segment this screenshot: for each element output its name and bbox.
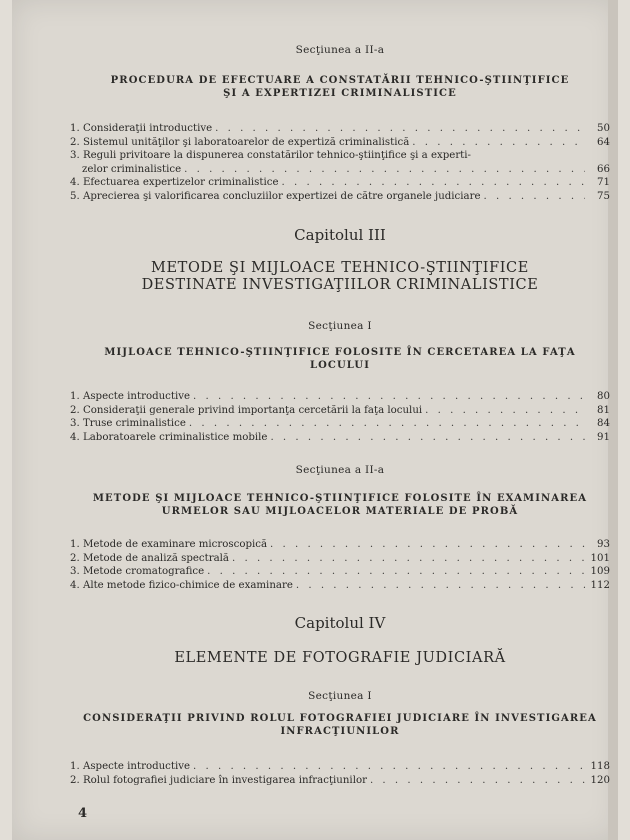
dot-leader (215, 122, 585, 136)
chapter-title (70, 260, 610, 294)
dot-leader (189, 417, 585, 431)
dot-leader (207, 565, 585, 579)
toc-entry-page: 84 (597, 418, 610, 430)
toc-entry-page: 91 (597, 431, 610, 443)
section-title-line: LOCULUI (309, 360, 370, 371)
toc-entry-title: 1. Consideraţii introductive (70, 123, 213, 134)
toc-entry[interactable] (70, 122, 610, 136)
toc-entry-page: 118 (590, 761, 610, 772)
toc-entry-page: 66 (597, 163, 610, 175)
toc-entry-page: 109 (590, 566, 610, 578)
toc-entry-title: 3. Truse criminalistice (70, 418, 186, 430)
toc-entry[interactable] (70, 190, 610, 204)
dot-leader (193, 760, 585, 774)
toc-entry[interactable] (70, 404, 610, 418)
toc-entry-page: 81 (597, 404, 610, 416)
toc-list (70, 390, 610, 444)
toc-entry-title: 2. Metode de analiză spectrală (70, 552, 229, 564)
dot-leader (370, 774, 585, 788)
toc-entry-title: 3. Reguli privitoare la dispunerea constatărilor tehnico-ştiinţifice şi a experti- (70, 150, 471, 162)
toc-entry[interactable] (70, 552, 610, 566)
toc-entry[interactable] (70, 431, 610, 445)
toc-entry-title: 2. Consideraţii generale privind importanţa cercetării la faţa locului (70, 404, 423, 416)
section-title-line: URMELOR SAU MIJLOACELOR MATERIALE DE PROBĂ (161, 506, 519, 517)
dot-leader (232, 552, 585, 566)
toc-entry[interactable] (70, 774, 610, 788)
toc-entry[interactable] (70, 149, 610, 163)
page-number: 4 (78, 806, 88, 821)
section-title-line: INFRACŢIUNILOR (280, 726, 400, 737)
chapter-title-line: ELEMENTE DE FOTOGRAFIE JUDICIARĂ (174, 650, 506, 666)
section-heading: Secţiunea a II-a (295, 44, 385, 56)
toc-entry-title: 1. Aspecte introductive (70, 761, 191, 772)
toc-entry[interactable] (70, 176, 610, 190)
chapter-title-line: METODE ŞI MIJLOACE TEHNICO-ŞTIINŢIFICE (151, 260, 529, 276)
section-heading: Secţiunea a II-a (295, 464, 385, 476)
toc-entry-page: 75 (597, 190, 610, 202)
toc-entry-title: 2. Sistemul unităţilor şi laboratoarelor de expertiză criminalistică (70, 136, 410, 148)
chapter-label: Capitolul III (294, 226, 386, 244)
toc-entry-page: 112 (590, 579, 610, 591)
section-title-line: MIJLOACE TEHNICO-ŞTIINŢIFICE FOLOSITE ÎN CERCETAREA LA FAŢA (104, 347, 576, 358)
section-heading: Secţiunea I (308, 320, 372, 332)
section-title (70, 346, 610, 372)
toc-list (70, 122, 610, 204)
book-page (12, 0, 618, 840)
toc-entry-page: 64 (597, 136, 610, 148)
section-title (70, 492, 610, 518)
toc-list (70, 538, 610, 592)
section-title-line: CONSIDERAŢII PRIVIND ROLUL FOTOGRAFIEI JUDICIARE ÎN INVESTIGAREA (83, 713, 597, 724)
dot-leader (425, 404, 585, 418)
toc-entry-title: 1. Aspecte introductive (70, 391, 191, 402)
toc-entry-title: 4. Alte metode fizico-chimice de examinare (70, 579, 293, 591)
chapter-title-line: DESTINATE INVESTIGAŢIILOR CRIMINALISTICE (141, 277, 539, 293)
toc-entry-page: 101 (590, 552, 610, 564)
section-title-line: METODE ŞI MIJLOACE TEHNICO-ŞTIINŢIFICE FOLOSITE ÎN EXAMINAREA (92, 493, 588, 504)
toc-entry-page: 93 (597, 539, 610, 550)
dot-leader (412, 136, 585, 150)
toc-entry-page: 50 (597, 123, 610, 134)
dot-leader (193, 390, 585, 404)
dot-leader (184, 163, 585, 177)
toc-entry[interactable] (70, 417, 610, 431)
toc-list (70, 760, 610, 787)
toc-entry[interactable] (70, 538, 610, 552)
toc-entry-title: 5. Aprecierea şi valorificarea concluziilor expertizei de către organele judiciare (70, 190, 481, 202)
toc-entry-title: 2. Rolul fotografiei judiciare în investigarea infracţiunilor (70, 774, 367, 786)
toc-entry[interactable] (70, 565, 610, 579)
toc-entry-title: 1. Metode de examinare microscopică (70, 539, 268, 550)
toc-entry-continued[interactable] (70, 163, 610, 177)
toc-entry-title: zelor criminalistice (82, 163, 182, 175)
dot-leader (296, 579, 585, 593)
toc-entry[interactable] (70, 760, 610, 774)
toc-entry[interactable] (70, 390, 610, 404)
section-title-line: ŞI A EXPERTIZEI CRIMINALISTICE (223, 88, 457, 99)
chapter-label: Capitolul IV (294, 614, 386, 632)
section-title-line: PROCEDURA DE EFECTUARE A CONSTATĂRII TEHNICO-ŞTIINŢIFICE (110, 75, 570, 86)
dot-leader (282, 176, 585, 190)
toc-entry-page: 80 (597, 391, 610, 402)
dot-leader (270, 431, 585, 445)
toc-entry-page: 71 (597, 177, 610, 189)
toc-entry-title: 4. Efectuarea expertizelor criminalistice (70, 177, 279, 189)
dot-leader (270, 538, 585, 552)
toc-entry[interactable] (70, 579, 610, 593)
toc-entry[interactable] (70, 136, 610, 150)
section-heading: Secţiunea I (308, 690, 372, 702)
toc-entry-page: 120 (590, 774, 610, 786)
section-title (70, 74, 610, 100)
chapter-title (70, 650, 610, 667)
toc-entry-title: 4. Laboratoarele criminalistice mobile (70, 431, 268, 443)
dot-leader (484, 190, 586, 204)
section-title (70, 712, 610, 738)
toc-entry-title: 3. Metode cromatografice (70, 566, 205, 578)
